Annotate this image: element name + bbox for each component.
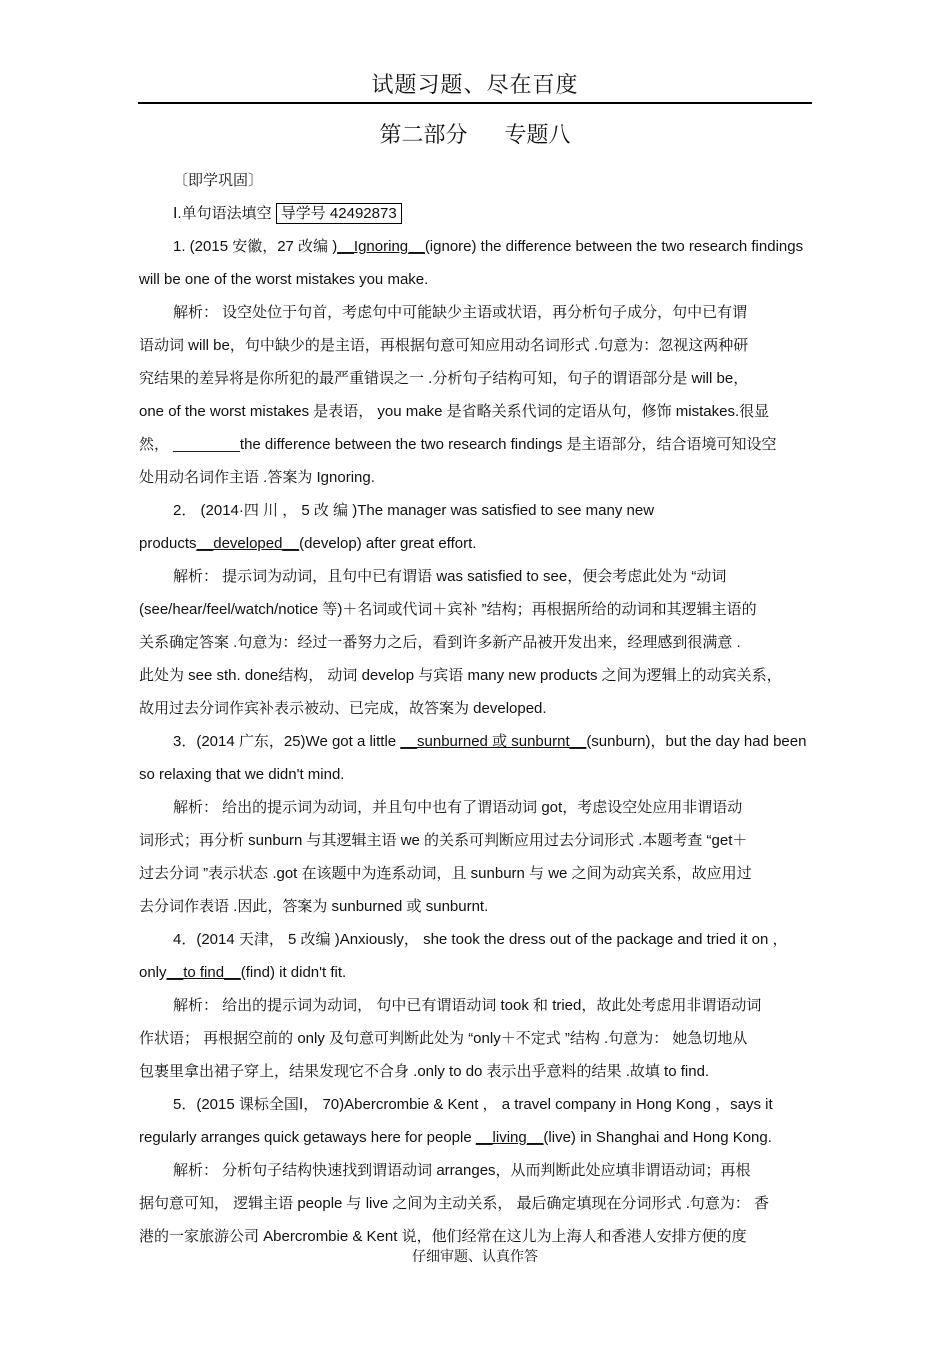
q3-explanation-2: 词形式；再分析 sunburn 与其逻辑主语 we 的关系可判断应用过去分词形式 .本题考查 “get＋	[139, 832, 748, 849]
q4-explanation-3: 包裹里拿出裙子穿上，结果发现它不合身 .only to do 表示出乎意料的结果 .故填 to find.	[139, 1063, 710, 1080]
q3-line2: so relaxing that we didn't mind.	[139, 766, 345, 783]
q1-explanation-5: 然， ________the difference between the two research findings 是主语部分，结合语境可知设空	[139, 436, 777, 453]
q5-text: (live) in Shanghai and Hong Kong.	[543, 1129, 772, 1146]
q4-text: (find) it didn't fit.	[240, 964, 347, 981]
part-label: Ⅰ.单句语法填空	[173, 205, 272, 222]
guide-number-box: 导学号 42492873	[276, 203, 402, 224]
q2-prefix: products	[139, 535, 197, 552]
q5-answer: __living__	[475, 1129, 544, 1146]
q5-line1: 5．(2015 课标全国Ⅰ， 70)Abercrombie & Kent ， a travel company in Hong Kong ，says it	[173, 1096, 773, 1113]
q4-line2	[139, 956, 812, 989]
q2-explanation-3: 关系确定答案 .句意为：经过一番努力之后，看到许多新产品被开发出来，经理感到很满意 .	[139, 634, 741, 651]
q5-line2	[139, 1121, 812, 1154]
q5-explanation-1: 解析： 分析句子结构快速找到谓语动词 arranges，从而判断此处应填非谓语动词；再根	[173, 1162, 751, 1179]
q2-explanation-5: 故用过去分词作宾补表示被动、已完成，故答案为 developed.	[139, 700, 547, 717]
q1-prefix: 1. (2015 安徽，27 改编 )	[173, 238, 338, 255]
q3-prefix: 3．(2014 广东，25)We got a little	[173, 733, 401, 750]
q2-explanation-2: (see/hear/feel/watch/notice 等)＋名词或代词＋宾补 ”结构；再根据所给的动词和其逻辑主语的	[139, 601, 757, 618]
q3-explanation-3: 过去分词 ”表示状态 .got 在该题中为连系动词，且 sunburn 与 we 之间为动宾关系，故应用过	[139, 865, 752, 882]
q2-explanation-1: 解析： 提示词为动词，且句中已有谓语 was satisfied to see，便会考虑此处为 “动词	[173, 568, 727, 585]
q2-line1: 2． (2014·四 川 ， 5 改 编 )The manager was satisfied to see many new	[173, 502, 655, 519]
q1-line2: will be one of the worst mistakes you make.	[139, 271, 429, 288]
q5-explanation-3: 港的一家旅游公司 Abercrombie & Kent 说，他们经常在这儿为上海人和香港人安排方便的度	[139, 1228, 747, 1245]
q4-explanation-2: 作状语； 再根据空前的 only 及句意可判断此处为 “only＋不定式 ”结构 .句意为： 她急切地从	[139, 1030, 748, 1047]
q4-prefix: only	[139, 964, 167, 981]
q4-line1: 4．(2014 天津， 5 改编 )Anxiously， she took the dress out of the package and tried it on ，	[173, 931, 788, 948]
q3-explanation-1: 解析： 给出的提示词为动词，并且句中也有了谓语动词 got，考虑设空处应用非谓语动	[173, 799, 743, 816]
q5-explanation-2: 据句意可知， 逻辑主语 people 与 live 之间为主动关系， 最后确定填现在分词形式 .句意为： 香	[139, 1195, 770, 1212]
q3-answer: __sunburned 或 sunburnt__	[400, 733, 587, 750]
q1-line1	[139, 230, 812, 263]
q4-answer: __to find__	[166, 964, 241, 981]
q1-explanation-4: one of the worst mistakes 是表语， you make 是省略关系代词的定语从句，修饰 mistakes.很显	[139, 403, 770, 420]
q5-prefix: regularly arranges quick getaways here for people	[139, 1129, 476, 1146]
q1-explanation-3: 究结果的差异将是你所犯的最严重错误之一 .分析句子结构可知，句子的谓语部分是 will be，	[139, 370, 749, 387]
q1-answer: __Ignoring__	[337, 238, 425, 255]
section-title: 第二部分 专题八	[379, 123, 571, 148]
q2-line2	[139, 527, 812, 560]
content	[139, 164, 812, 1253]
page-footer: 仔细审题、认真作答	[412, 1249, 538, 1265]
q3-line1	[139, 725, 812, 758]
q3-text: (sunburn)，but the day had been	[586, 733, 807, 750]
page-header: 试题习题、尽在百度	[371, 73, 579, 98]
q1-explanation-6: 处用动名词作主语 .答案为 Ignoring.	[139, 469, 375, 486]
section-tag: 〔即学巩固〕	[173, 172, 264, 189]
q1-explanation-2: 语动词 will be，句中缺少的是主语，再根据句意可知应用动名词形式 .句意为：忽视这两种研	[139, 337, 749, 354]
q2-answer: __developed__	[196, 535, 300, 552]
header-rule	[138, 102, 812, 104]
q2-explanation-4: 此处为 see sth. done结构， 动词 develop 与宾语 many new products 之间为逻辑上的动宾关系，	[139, 667, 782, 684]
q1-explanation-1: 解析： 设空处位于句首，考虑句中可能缺少主语或状语，再分析句子成分，句中已有谓	[173, 304, 748, 321]
q2-text: (develop) after great effort.	[299, 535, 477, 552]
q4-explanation-1: 解析： 给出的提示词为动词， 句中已有谓语动词 took 和 tried，故此处考虑用非谓语动词	[173, 997, 762, 1014]
part-heading	[139, 197, 812, 230]
q3-explanation-4: 去分词作表语 .因此，答案为 sunburned 或 sunburnt.	[139, 898, 489, 915]
q1-text: (ignore) the difference between the two research findings	[424, 238, 804, 255]
